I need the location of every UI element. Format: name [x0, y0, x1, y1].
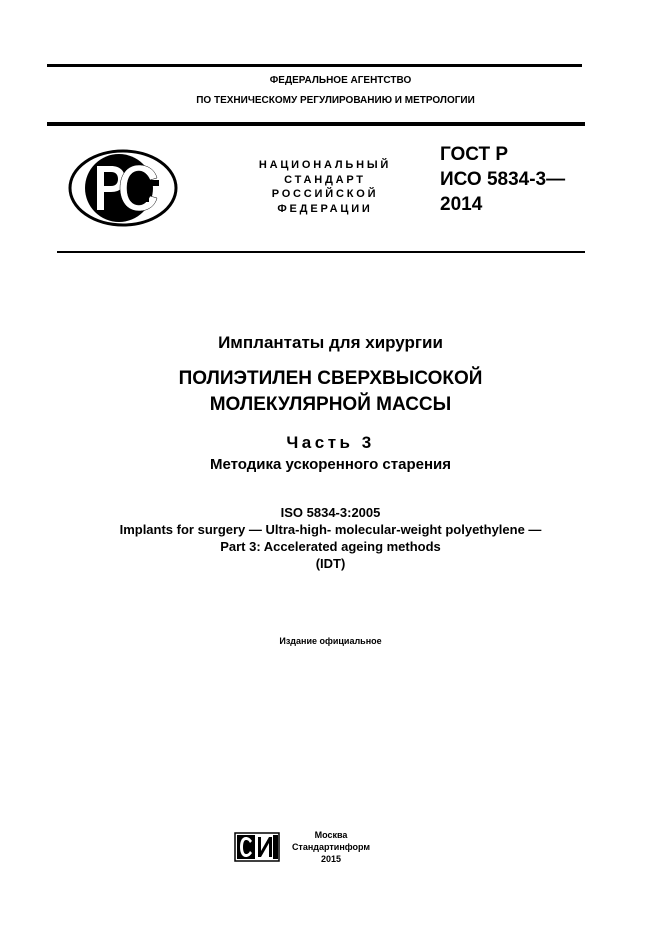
edition-label: Издание официальное [279, 636, 382, 646]
publication-year: 2015 [320, 854, 342, 864]
national-standard-line-3: РОССИЙСКОЙ [271, 188, 379, 200]
agency-line-2: ПО ТЕХНИЧЕСКОМУ РЕГУЛИРОВАНИЮ И МЕТРОЛОГИИ [196, 95, 475, 106]
international-standard-block [0, 504, 661, 572]
national-standard-label [240, 158, 410, 216]
header-rule [47, 122, 585, 126]
iso-title-line-1: Implants for surgery — Ultra-high- molecular-weight polyethylene — [119, 522, 542, 537]
national-standard-line-1: НАЦИОНАЛЬНЫЙ [258, 159, 392, 171]
document-subtitle: Имплантаты для хирургии [218, 333, 443, 352]
top-rule [47, 64, 582, 67]
iso-code: ISO 5834-3:2005 [280, 505, 381, 520]
agency-header [0, 71, 661, 111]
standard-designation [440, 142, 565, 217]
main-title-line-2: МОЛЕКУЛЯРНОЙ МАССЫ [209, 394, 452, 415]
designation-line-1: ГОСТ Р [440, 144, 509, 165]
part-label: Часть 3 [286, 433, 375, 452]
publisher-city: Москва [314, 830, 348, 840]
designation-line-3: 2014 [440, 194, 483, 215]
national-standard-line-4: ФЕДЕРАЦИИ [277, 202, 373, 215]
designation-line-2: ИСО 5834-3— [440, 169, 566, 190]
national-standard-line-2: СТАНДАРТ [284, 173, 366, 186]
iso-equivalence: (IDT) [315, 556, 346, 571]
publisher-info [285, 829, 377, 865]
document-main-title [0, 366, 661, 418]
rst-emblem-icon [67, 148, 179, 228]
iso-title-line-2: Part 3: Accelerated ageing methods [220, 539, 441, 554]
publisher-name: Стандартинформ [291, 842, 371, 852]
standartinform-logo-icon [234, 832, 280, 862]
main-title-line-1: ПОЛИЭТИЛЕН СВЕРХВЫСОКОЙ [178, 368, 483, 389]
section-rule [57, 251, 585, 253]
part-title: Методика ускоренного старения [209, 456, 452, 473]
agency-line-1: ФЕДЕРАЛЬНОЕ АГЕНТСТВО [269, 75, 412, 86]
